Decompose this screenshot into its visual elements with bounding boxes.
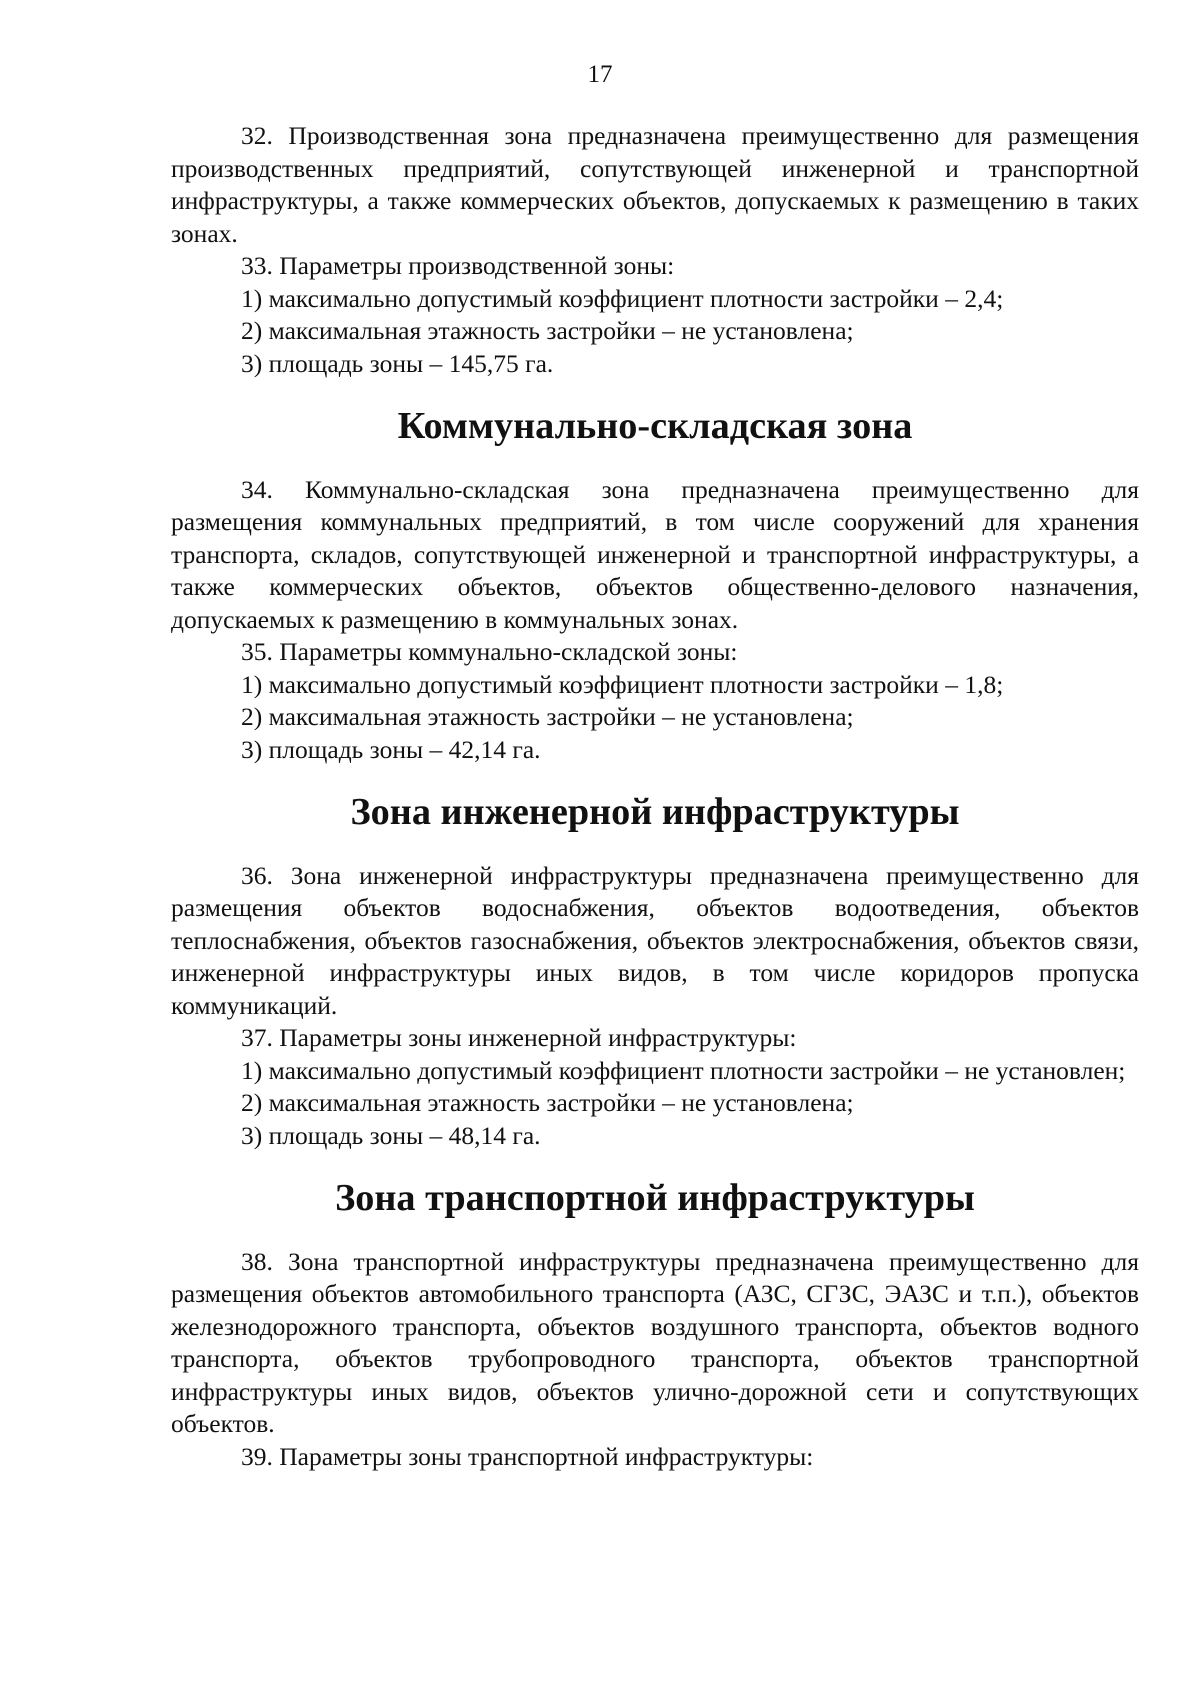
- spacer: [171, 829, 1139, 860]
- paragraph-32: 32. Производственная зона предназначена преимущественно для размещения производственных предприятий, сопутствующей инженерной и транспортной инфраструктуры, а также коммерческих объектов, допускаемых к размещению в таких зонах.: [171, 121, 1139, 248]
- paragraph-33: 33. Параметры производственной зоны:: [241, 251, 675, 280]
- section-transport-infrastructure-zone: [171, 1177, 1139, 1473]
- paragraph-38: 38. Зона транспортной инфраструктуры предназначена преимущественно для размещения объектов автомобильного транспорта (АЗС, СГЗС, ЭАЗС и т.п.), объектов железнодорожного транспорта, объектов воздушного транспорта, объектов водного транспорта, объектов трубопроводного транспорта, объектов транспортной инфраструктуры иных видов, объектов улично-дорожной сети и сопутствующих объектов.: [171, 1246, 1139, 1438]
- list-item: 2) максимальная этажность застройки – не установлена;: [241, 316, 854, 345]
- section-heading: Зона инженерной инфраструктуры: [350, 791, 960, 833]
- list-item: 3) площадь зоны – 145,75 га.: [241, 348, 554, 378]
- list-item: 1) максимально допустимый коэффициент плотности застройки – не установлен;: [241, 1055, 1126, 1085]
- paragraph-36: 36. Зона инженерной инфраструктуры предназначена преимущественно для размещения объектов водоснабжения, объектов водоотведения, объектов теплоснабжения, объектов газоснабжения, объектов электроснабжения, объектов связи, инженерной инфраструктуры иных видов, в том числе коридоров пропуска коммуникаций.: [171, 860, 1139, 1020]
- list-item: 3) площадь зоны – 42,14 га.: [241, 734, 541, 764]
- spacer: [171, 1215, 1139, 1246]
- paragraph-39: 39. Параметры зоны транспортной инфраструктуры:: [241, 1441, 814, 1471]
- paragraph-34: 34. Коммунально-складская зона предназначена преимущественно для размещения коммунальных предприятий, в том числе сооружений для хранения транспорта, складов, сопутствующей инженерной и транспортной инфраструктуры, а также коммерческих объектов, объектов общественно-делового назначения, допускаемых к размещению в коммунальных зонах.: [171, 474, 1139, 634]
- section-heading: Коммунально-складская зона: [397, 405, 913, 447]
- paragraph-37: 37. Параметры зоны инженерной инфраструктуры:: [241, 1023, 797, 1052]
- section-communal-storage-zone: [171, 405, 1139, 766]
- list-item: 2) максимальная этажность застройки – не установлена;: [241, 1088, 854, 1117]
- list-item: 1) максимально допустимый коэффициент плотности застройки – 1,8;: [241, 669, 1004, 699]
- paragraph-35: 35. Параметры коммунально-складской зоны:: [241, 637, 738, 666]
- list-item: 2) максимальная этажность застройки – не установлена;: [241, 702, 854, 731]
- list-item: 1) максимально допустимый коэффициент плотности застройки – 2,4;: [241, 283, 1004, 313]
- section-heading: Зона транспортной инфраструктуры: [335, 1177, 975, 1219]
- document-body: [171, 120, 1139, 1473]
- section-production-zone: [171, 120, 1139, 380]
- section-engineering-infrastructure-zone: [171, 791, 1139, 1152]
- spacer: [171, 443, 1139, 474]
- page-number: 17: [587, 61, 613, 88]
- list-item: 3) площадь зоны – 48,14 га.: [241, 1120, 541, 1150]
